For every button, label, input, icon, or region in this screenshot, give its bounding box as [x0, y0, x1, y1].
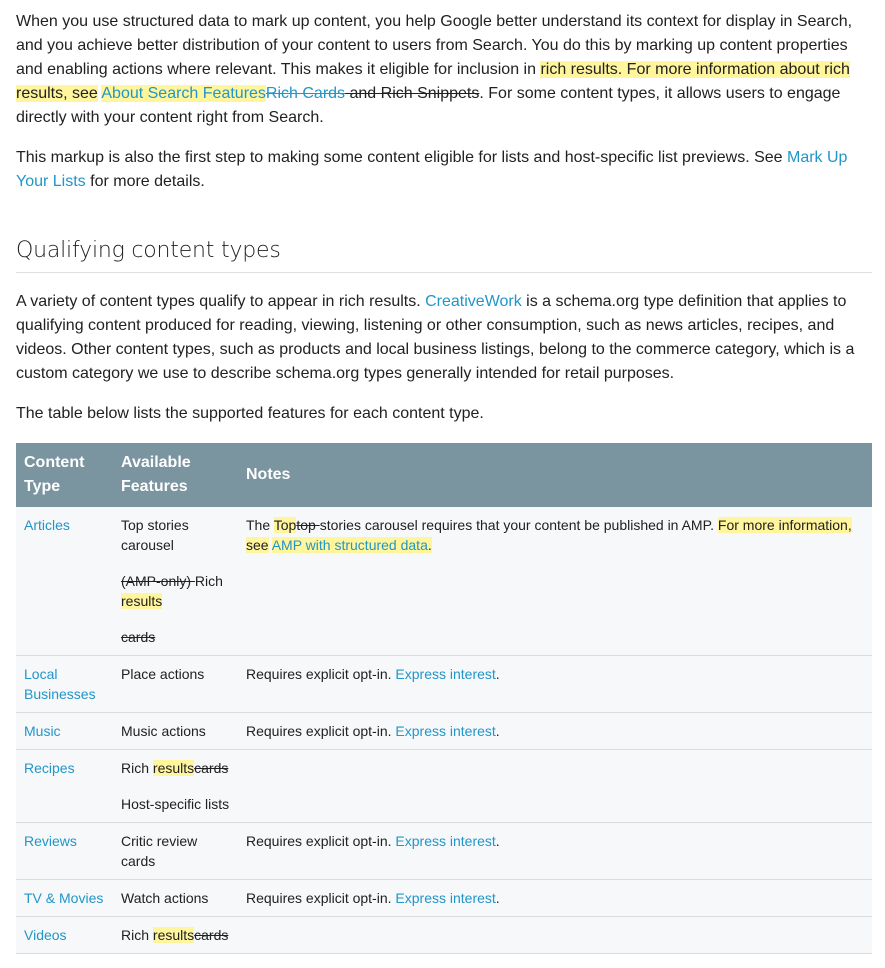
express-interest-link[interactable]: Express interest — [395, 666, 496, 682]
note-more-info-highlight: For more information, see — [246, 517, 852, 553]
videos-link[interactable]: Videos — [24, 927, 67, 943]
note-end: . — [495, 723, 500, 739]
rich-snippets-strike: and Rich Snippets — [345, 85, 480, 102]
express-interest-link[interactable]: Express interest — [395, 723, 496, 739]
note-text: Requires explicit opt-in. — [246, 723, 396, 739]
local-note — [238, 656, 872, 713]
music-note — [238, 713, 872, 750]
intro-text: When you use structured data to mark up content, you help Google better understand its context for display in Search, and you achieve better distribution of your content to users from Search. You do this by marking up content properties and enabling actions where relevant. This makes it eligible for inclusion in — [16, 13, 853, 78]
note-top-strike: top — [296, 517, 320, 533]
table-intro: The table below lists the supported features for each content type. — [16, 405, 484, 422]
note-end: . — [495, 833, 500, 849]
note-text: Requires explicit opt-in. — [246, 890, 396, 906]
articles-note — [238, 507, 872, 656]
feature-music-actions: Music actions — [113, 713, 238, 750]
tv-note — [238, 880, 872, 917]
rich-label: Rich — [121, 760, 153, 776]
feature-host-specific-lists: Host-specific lists — [121, 796, 230, 812]
express-interest-link[interactable]: Express interest — [395, 890, 496, 906]
table-header-row — [16, 443, 872, 507]
rich-label: Rich — [121, 927, 153, 943]
about-search-features-link[interactable]: About Search Features — [101, 85, 266, 102]
results-highlight: results — [152, 927, 195, 943]
cards-strike: cards — [194, 927, 229, 943]
feature-rich-results — [113, 917, 238, 954]
local-businesses-link[interactable]: Local Businesses — [24, 666, 96, 702]
express-interest-link[interactable]: Express interest — [395, 833, 496, 849]
intro-2-text: This markup is also the first step to making some content eligible for lists and host-specific list previews. See — [16, 149, 787, 166]
note-text: Requires explicit opt-in. — [246, 666, 396, 682]
reviews-note — [238, 823, 872, 880]
section-paragraph — [16, 290, 862, 386]
results-highlight: results — [121, 593, 163, 609]
note-end: . — [427, 537, 432, 553]
table-row-videos — [16, 917, 872, 954]
table-row-local-businesses — [16, 656, 872, 713]
note-rest: stories carousel requires that your content be published in AMP. — [319, 517, 718, 533]
intro-2-text-end: for more details. — [85, 173, 205, 190]
header-available-features: Available Features — [113, 443, 238, 507]
reviews-link[interactable]: Reviews — [24, 833, 77, 849]
articles-link[interactable]: Articles — [24, 517, 70, 533]
videos-note — [238, 917, 872, 954]
section-text-end: is a schema.org type definition that applies to qualifying content produced for reading, viewing, listening or other consumption, such as news articles, recipes, and videos. Other content types, such as products and local business listings, belong to the commerce category, which is a custom category we use to describe schema.org types generally intended for retail purposes. — [16, 293, 855, 382]
feature-place-actions: Place actions — [113, 656, 238, 713]
header-notes: Notes — [238, 443, 872, 507]
header-content-type: Content Type — [16, 443, 113, 507]
note-the: The — [246, 517, 274, 533]
rich-label: Rich — [194, 573, 223, 589]
feature-top-stories: Top stories carousel — [121, 517, 189, 553]
note-end: . — [495, 666, 500, 682]
note-end: . — [495, 890, 500, 906]
intro-text-end: . For some content types, it allows users to engage directly with your content right from Search. — [16, 85, 841, 126]
amp-structured-data-link[interactable]: AMP with structured data — [271, 537, 428, 553]
mark-up-your-lists-link[interactable]: Mark Up Your Lists — [16, 149, 848, 190]
table-row-reviews — [16, 823, 872, 880]
note-text: Requires explicit opt-in. — [246, 833, 396, 849]
rich-cards-link[interactable] — [266, 85, 345, 102]
intro-paragraph-1 — [16, 10, 862, 130]
cards-strike: cards — [194, 760, 229, 776]
table-row-music — [16, 713, 872, 750]
table-row-tv-movies — [16, 880, 872, 917]
feature-rich-results — [121, 571, 230, 611]
tv-movies-link[interactable]: TV & Movies — [24, 890, 104, 906]
section-heading: Qualifying content types — [16, 236, 872, 273]
content-types-table — [16, 443, 872, 954]
table-row-articles — [16, 507, 872, 656]
feature-rich-results — [121, 758, 230, 778]
feature-watch-actions: Watch actions — [113, 880, 238, 917]
cards-strike: cards — [121, 629, 156, 645]
feature-critic-review-cards: Critic review cards — [113, 823, 238, 880]
results-highlight: results — [152, 760, 195, 776]
recipes-link[interactable]: Recipes — [24, 760, 75, 776]
section-text: A variety of content types qualify to appear in rich results. — [16, 293, 426, 310]
amp-only-strike: (AMP-only) — [121, 573, 195, 589]
recipes-note — [238, 750, 872, 823]
intro-paragraph-2 — [16, 146, 862, 194]
creativework-link[interactable]: CreativeWork — [425, 293, 522, 310]
highlight-rich-results: rich results. For more information about rich results, see — [16, 61, 850, 102]
table-row-recipes — [16, 750, 872, 823]
rich-cards-strike: Rich Cards — [265, 85, 346, 102]
note-top-highlight: Top — [273, 517, 297, 533]
feature-cards — [121, 627, 230, 647]
music-link[interactable]: Music — [24, 723, 61, 739]
